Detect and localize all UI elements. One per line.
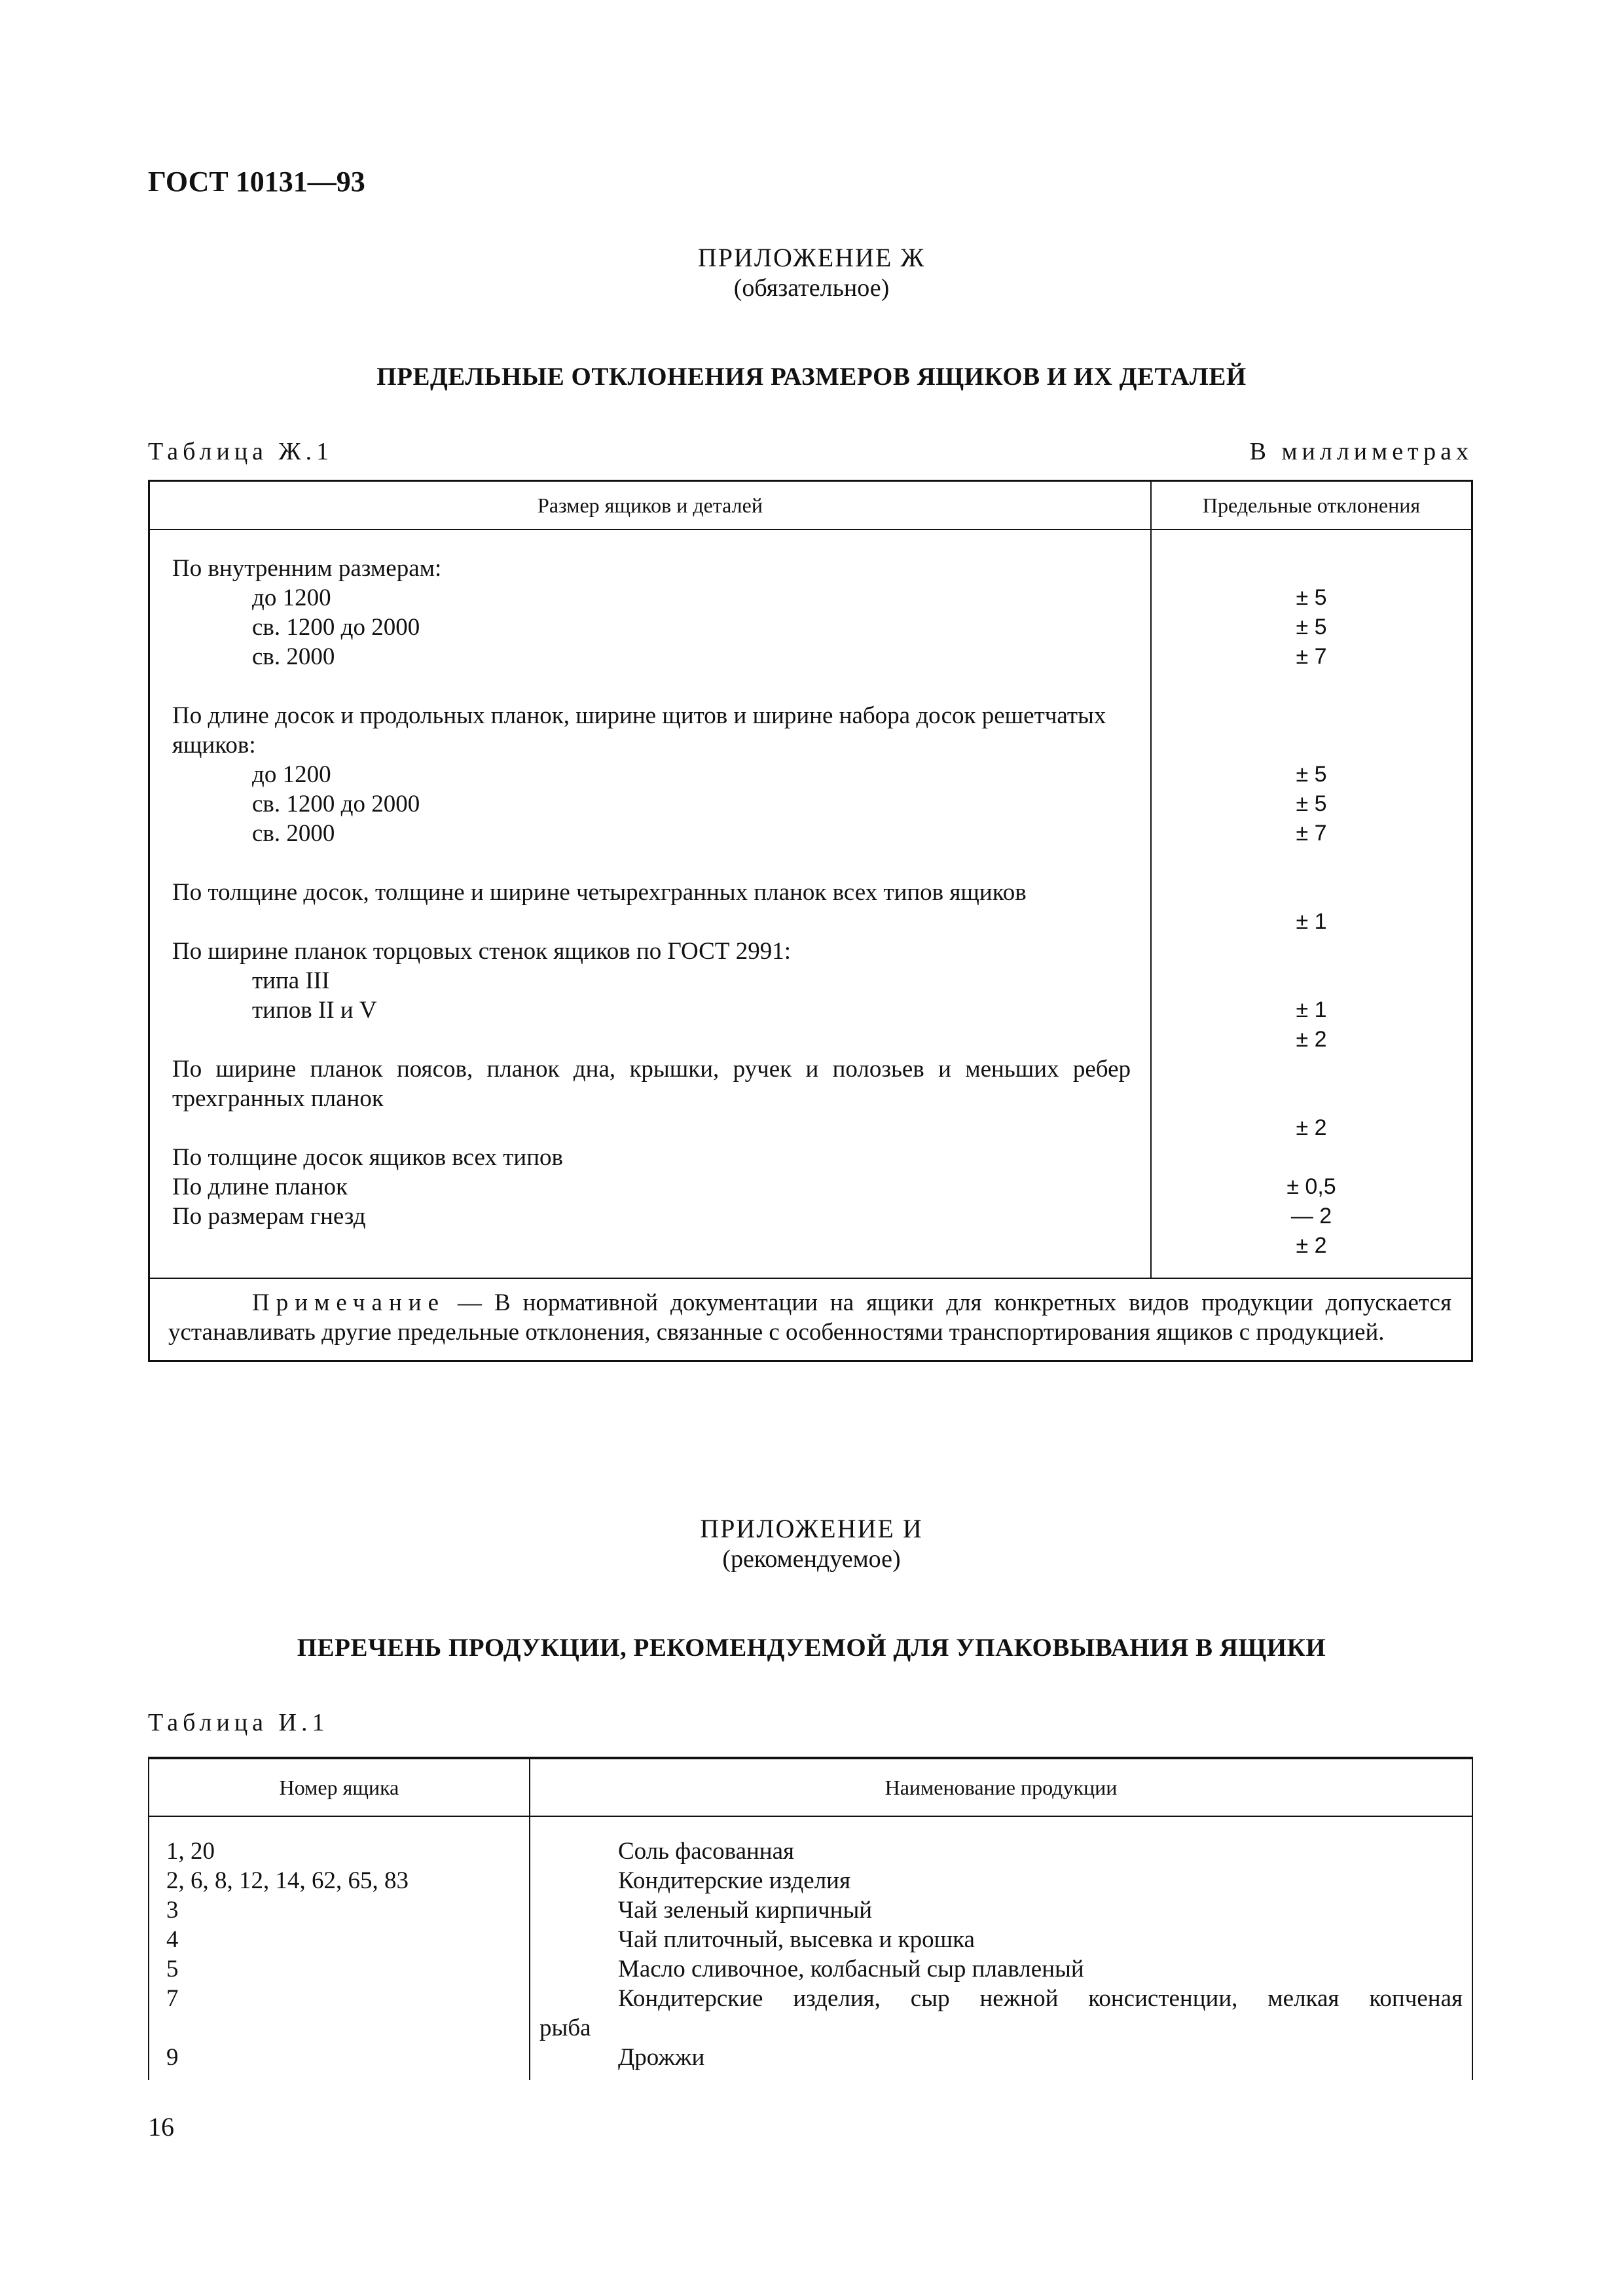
group-board-length (172, 701, 1131, 848)
group-values-board-length (1152, 701, 1471, 848)
box-number-column (149, 1816, 530, 2080)
box-number: 9 (166, 2044, 179, 2071)
box-number: 5 (166, 1956, 179, 1982)
row-label: По толщине досок ящиков всех типов (172, 1144, 563, 1171)
document-code: ГОСТ 10131—93 (148, 166, 365, 198)
group-values-end-wall-strips (1152, 966, 1471, 1054)
row-label: св. 1200 до 2000 (252, 791, 420, 817)
box-number: 2, 6, 8, 12, 14, 62, 65, 83 (166, 1867, 409, 1894)
group-title: По ширине планок поясов, планок дна, крышки, ручек и полозьев и меньших ребер трехгранных планок (172, 1056, 1131, 1112)
table-i-label: Таблица И.1 (148, 1709, 329, 1736)
note-heading: Примечание (252, 1289, 445, 1316)
group-misc (172, 1143, 1131, 1231)
product-name: Чай зеленый кирпичный (618, 1897, 873, 1924)
deviation-value: ± 5 (1296, 615, 1327, 639)
table-header-row (149, 1758, 1472, 1816)
group-board-thickness (172, 878, 1131, 907)
appendix-i-heading: ПЕРЕЧЕНЬ ПРОДУКЦИИ, РЕКОМЕНДУЕМОЙ ДЛЯ УПАКОВЫВАНИЯ В ЯЩИКИ (297, 1634, 1326, 1662)
row-label: св. 1200 до 2000 (252, 614, 420, 641)
tolerance-table (148, 480, 1473, 1362)
appendix-zh-heading: ПРЕДЕЛЬНЫЕ ОТКЛОНЕНИЯ РАЗМЕРОВ ЯЩИКОВ И ИХ ДЕТАЛЕЙ (376, 363, 1247, 391)
deviation-value: ± 2 (1296, 1115, 1327, 1140)
box-number: 4 (166, 1926, 179, 1953)
row-label: до 1200 (252, 761, 331, 788)
table-zh-units: В миллиметрах (1249, 438, 1473, 465)
table-header-row (149, 481, 1472, 530)
product-name: Соль фасованная (618, 1838, 795, 1865)
size-column (149, 529, 1152, 1278)
deviation-value: ± 1 (1296, 909, 1327, 934)
column-header-deviation: Предельные отклонения (1151, 481, 1472, 530)
group-internal-sizes (172, 554, 1131, 672)
deviation-value: ± 5 (1296, 585, 1327, 610)
appendix-zh-status: (обязательное) (733, 274, 890, 302)
appendix-i-title: ПРИЛОЖЕНИЕ И (700, 1514, 923, 1543)
deviation-value: ± 0,5 (1286, 1174, 1336, 1199)
product-name: Дрожжи (618, 2044, 705, 2071)
row-label: типов II и V (252, 997, 377, 1024)
deviation-value: ± 7 (1296, 821, 1327, 846)
deviation-value: ± 1 (1296, 997, 1327, 1022)
product-name: Масло сливочное, колбасный сыр плавленый (618, 1956, 1084, 1982)
deviation-value: ± 5 (1296, 791, 1327, 816)
table-zh-label: Таблица Ж.1 (148, 438, 334, 465)
row-label: По длине планок (172, 1174, 348, 1200)
product-column (530, 1816, 1472, 2080)
table-body-row (149, 529, 1472, 1278)
group-values-belt-strips (1152, 1084, 1471, 1143)
group-title: По толщине досок, толщине и ширине четырехгранных планок всех типов ящиков (172, 879, 1027, 906)
product-name: Кондитерские изделия (618, 1867, 851, 1894)
deviation-value: ± 2 (1296, 1233, 1327, 1258)
page-number: 16 (148, 2112, 174, 2142)
column-header-box-number: Номер ящика (149, 1758, 530, 1816)
group-belt-strips (172, 1054, 1131, 1113)
deviation-column (1151, 529, 1472, 1278)
table-note (149, 1278, 1472, 1361)
group-title: По ширине планок торцовых стенок ящиков по ГОСТ 2991: (172, 938, 791, 965)
group-values-board-thickness (1152, 878, 1471, 937)
group-values-misc (1152, 1172, 1471, 1261)
group-end-wall-strips (172, 937, 1131, 1025)
table-note-row (149, 1278, 1472, 1361)
column-header-product: Наименование продукции (530, 1758, 1472, 1816)
row-label: типа III (252, 967, 330, 994)
group-values-internal-sizes (1152, 554, 1471, 672)
note-text: — В нормативной документации на ящики для конкретных видов продукции допускается устанавливать другие предельные отклонения, связанные с особенностями транспортирования ящиков с продукцией. (168, 1289, 1451, 1346)
deviation-value: ± 7 (1296, 644, 1327, 669)
products-table (148, 1757, 1473, 2080)
product-name: Чай плиточный, высевка и крошка (618, 1926, 975, 1953)
box-number: 1, 20 (166, 1838, 215, 1865)
product-name: Кондитерские изделия, сыр нежной консистенции, мелкая копченая (618, 1985, 1463, 2012)
deviation-value: ± 5 (1296, 762, 1327, 787)
deviation-value: ± 2 (1296, 1027, 1327, 1052)
row-label: св. 2000 (252, 820, 335, 847)
box-number: 3 (166, 1897, 179, 1924)
appendix-i-status: (рекомендуемое) (722, 1545, 901, 1573)
appendix-zh-title: ПРИЛОЖЕНИЕ Ж (697, 243, 926, 272)
row-label: до 1200 (252, 584, 331, 611)
group-title: По длине досок и продольных планок, ширине щитов и ширине набора досок решетчатых ящиков: (172, 702, 1106, 759)
table-body-row (149, 1816, 1472, 2080)
box-number: 7 (166, 1985, 179, 2012)
deviation-value: — 2 (1290, 1204, 1332, 1229)
group-title: По внутренним размерам: (172, 555, 442, 582)
row-label: св. 2000 (252, 643, 335, 670)
row-label: По размерам гнезд (172, 1203, 366, 1230)
product-name-continuation: рыба (539, 2015, 591, 2041)
column-header-size: Размер ящиков и деталей (149, 481, 1152, 530)
